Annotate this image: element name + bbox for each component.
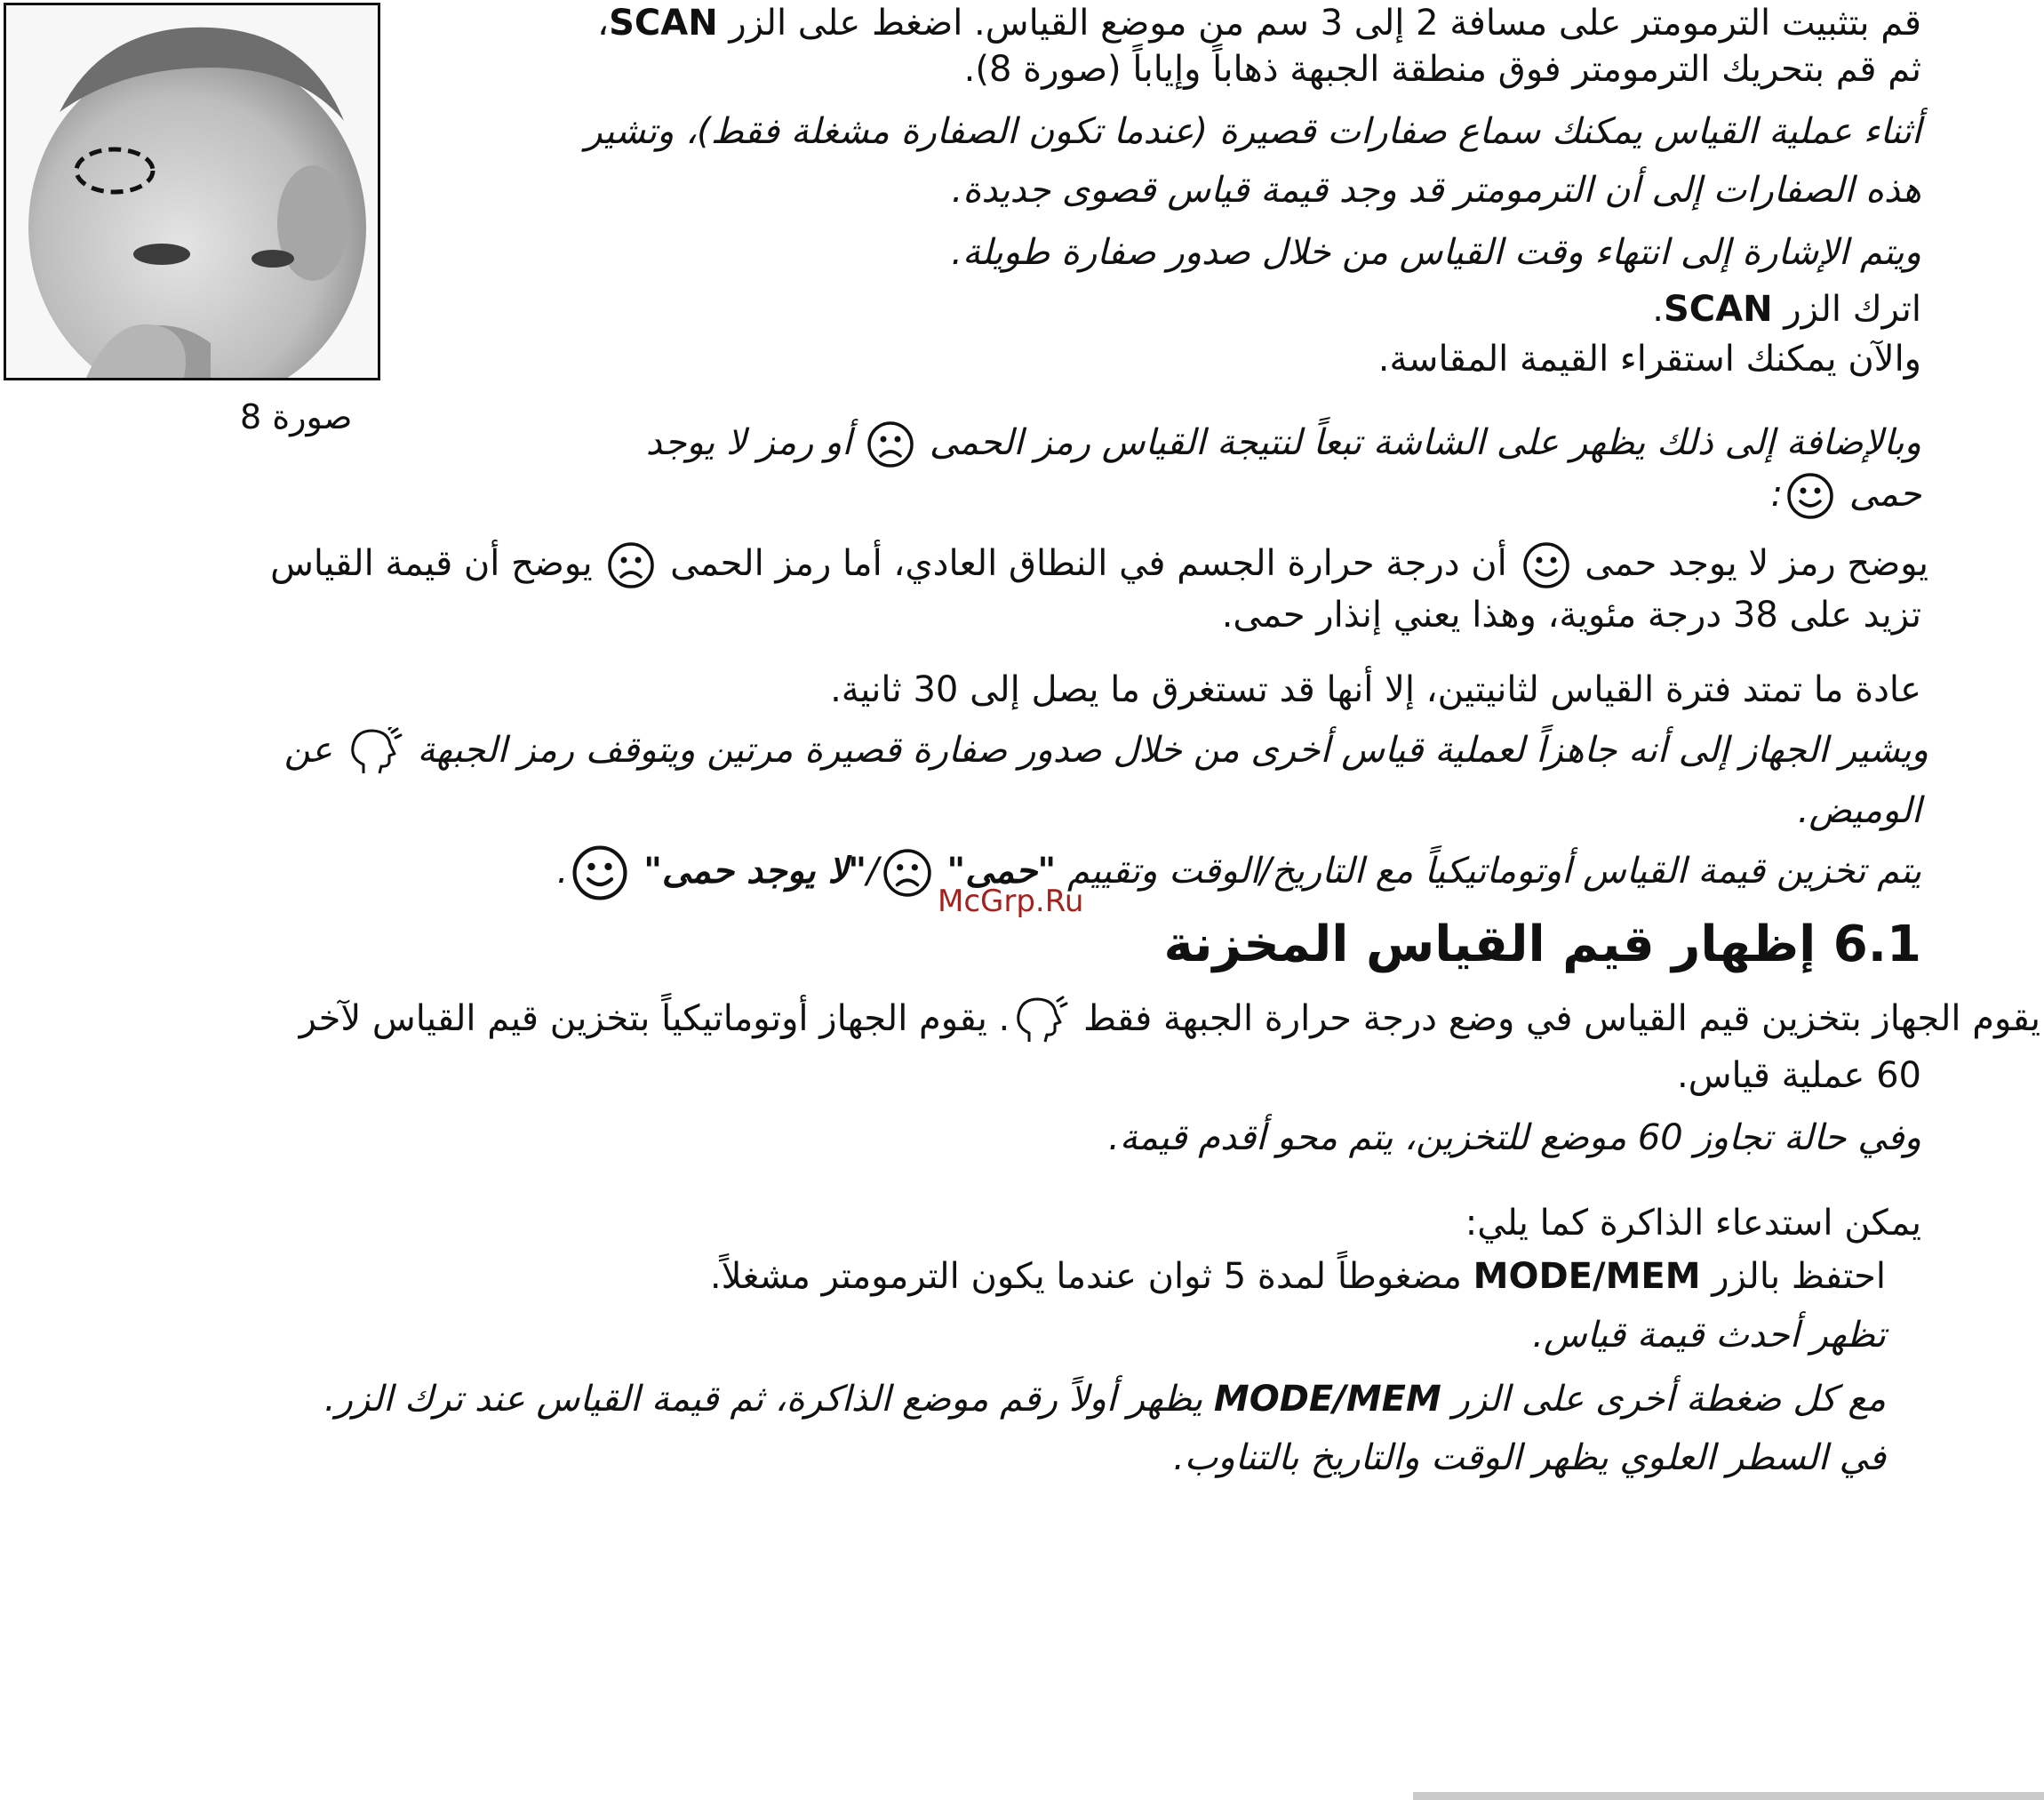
punctuation: . — [1652, 289, 1664, 330]
text-line: الوميض. — [1797, 790, 1921, 831]
text-line — [557, 844, 1921, 901]
text-line: ويتم الإشارة إلى انتهاء وقت القياس من خلال صدور صفارة طويلة. — [951, 232, 1921, 273]
instruction-text: حمى — [1848, 474, 1921, 515]
text-line — [597, 0, 1921, 46]
instruction-text: وبالإضافة إلى ذلك يظهر على الشاشة تبعاً لنتيجة القياس رمز الحمى — [929, 422, 1921, 463]
punctuation: ، — [597, 3, 610, 44]
punctuation: : — [1770, 474, 1784, 515]
text-line: وفي حالة تجاوز 60 موضع للتخزين، يتم محو أقدم قيمة. — [1108, 1117, 1921, 1158]
text-line: أثناء عملية القياس يمكنك سماع صفارات قصيرة (عندما تكون الصفارة مشغلة فقط)، وتشير — [585, 111, 1921, 152]
instruction-text: قم بتثبيت الترمومتر على مسافة 2 إلى 3 سم من موضع القياس. اضغط على الزر — [729, 3, 1921, 44]
scan-button-label: SCAN — [1663, 289, 1773, 330]
figure-caption: صورة 8 — [240, 397, 353, 436]
sad-face-icon — [882, 848, 932, 898]
fever-label: "حمى" — [946, 851, 1057, 892]
text-line: تزيد على 38 درجة مئوية، وهذا يعني إنذار حمى. — [1221, 595, 1921, 636]
text-line: تظهر أحدث قيمة قياس. — [1532, 1315, 1886, 1356]
watermark: McGrp.Ru — [938, 884, 1084, 919]
text-line — [646, 420, 1921, 468]
text-line — [1652, 286, 1921, 332]
instruction-text: يوضح رمز لا يوجد حمى — [1585, 543, 1928, 584]
instruction-text: أن درجة حرارة الجسم في النطاق العادي، أما رمز الحمى — [670, 543, 1507, 584]
smiley-face-icon — [1786, 472, 1834, 520]
baby-forehead-image — [6, 5, 378, 378]
instruction-text: يتم تخزين قيمة القياس أوتوماتيكياً مع التاريخ/الوقت وتقييم — [1066, 851, 1921, 892]
text-line: هذه الصفارات إلى أن الترمومتر قد وجد قيمة قياس قصوى جديدة. — [951, 170, 1921, 211]
smiley-face-icon — [571, 844, 628, 901]
instruction-text: مع كل ضغطة أخرى على الزر — [1452, 1379, 1886, 1420]
text-line: 60 عملية قياس. — [1676, 1055, 1921, 1096]
forehead-head-icon — [1013, 996, 1068, 1045]
scan-button-label: SCAN — [609, 3, 718, 44]
separator: / — [866, 851, 879, 892]
instruction-text: مضغوطاً لمدة 5 ثوان عندما يكون الترمومتر مشغلاً. — [709, 1256, 1462, 1297]
text-line: والآن يمكنك استقراء القيمة المقاسة. — [1377, 339, 1921, 380]
text-line — [284, 727, 1928, 777]
text-line: في السطر العلوي يظهر الوقت والتاريخ بالتناوب. — [1173, 1437, 1886, 1478]
instruction-text: ويشير الجهاز إلى أنه جاهزاً لعملية قياس أخرى من خلال صدور صفارة قصيرة مرتين ويتوقف رمز الجبهة — [417, 730, 1928, 771]
text-line: ثم قم بتحريك الترمومتر فوق منطقة الجبهة ذهاباً وإياباً (صورة 8). — [963, 49, 1921, 90]
text-line — [1771, 471, 1921, 520]
mode-mem-button-label: MODE/MEM — [1473, 1256, 1701, 1297]
sad-face-icon — [866, 420, 914, 468]
text-line — [299, 996, 2040, 1045]
text-line — [710, 1253, 1886, 1300]
mode-mem-button-label: MODE/MEM — [1213, 1379, 1441, 1420]
text-line — [270, 540, 1928, 589]
text-line: عادة ما تمتد فترة القياس لثانيتين، إلا أنها قد تستغرق ما يصل إلى 30 ثانية. — [830, 669, 1921, 710]
forehead-head-icon — [347, 727, 403, 777]
instruction-text: اترك الزر — [1784, 289, 1921, 330]
baby-photo — [4, 3, 380, 380]
instruction-text: عن — [283, 730, 333, 771]
section-heading: 6.1 إظهار قيم القياس المخزنة — [1163, 916, 1921, 973]
instruction-text: أو رمز لا يوجد — [645, 422, 852, 463]
no-fever-label: "لا يوجد حمى" — [643, 851, 867, 892]
instruction-text: يقوم الجهاز بتخزين قيم القياس في وضع درجة حرارة الجبهة فقط — [1082, 998, 2040, 1039]
text-line — [324, 1376, 1886, 1422]
instruction-text: يوضح أن قيمة القياس — [270, 543, 593, 584]
footer-bar — [1413, 1792, 2044, 1800]
sad-face-icon — [607, 541, 655, 589]
text-line: يمكن استدعاء الذاكرة كما يلي: — [1465, 1203, 1921, 1244]
instruction-text: يظهر أولاً رقم موضع الذاكرة، ثم قيمة القياس عند ترك الزر. — [323, 1379, 1203, 1420]
instruction-text: . يقوم الجهاز أوتوماتيكياً بتخزين قيم القياس لآخر — [299, 998, 1010, 1039]
smiley-face-icon — [1522, 541, 1570, 589]
instruction-text: احتفظ بالزر — [1712, 1256, 1886, 1297]
punctuation: . — [556, 851, 569, 892]
